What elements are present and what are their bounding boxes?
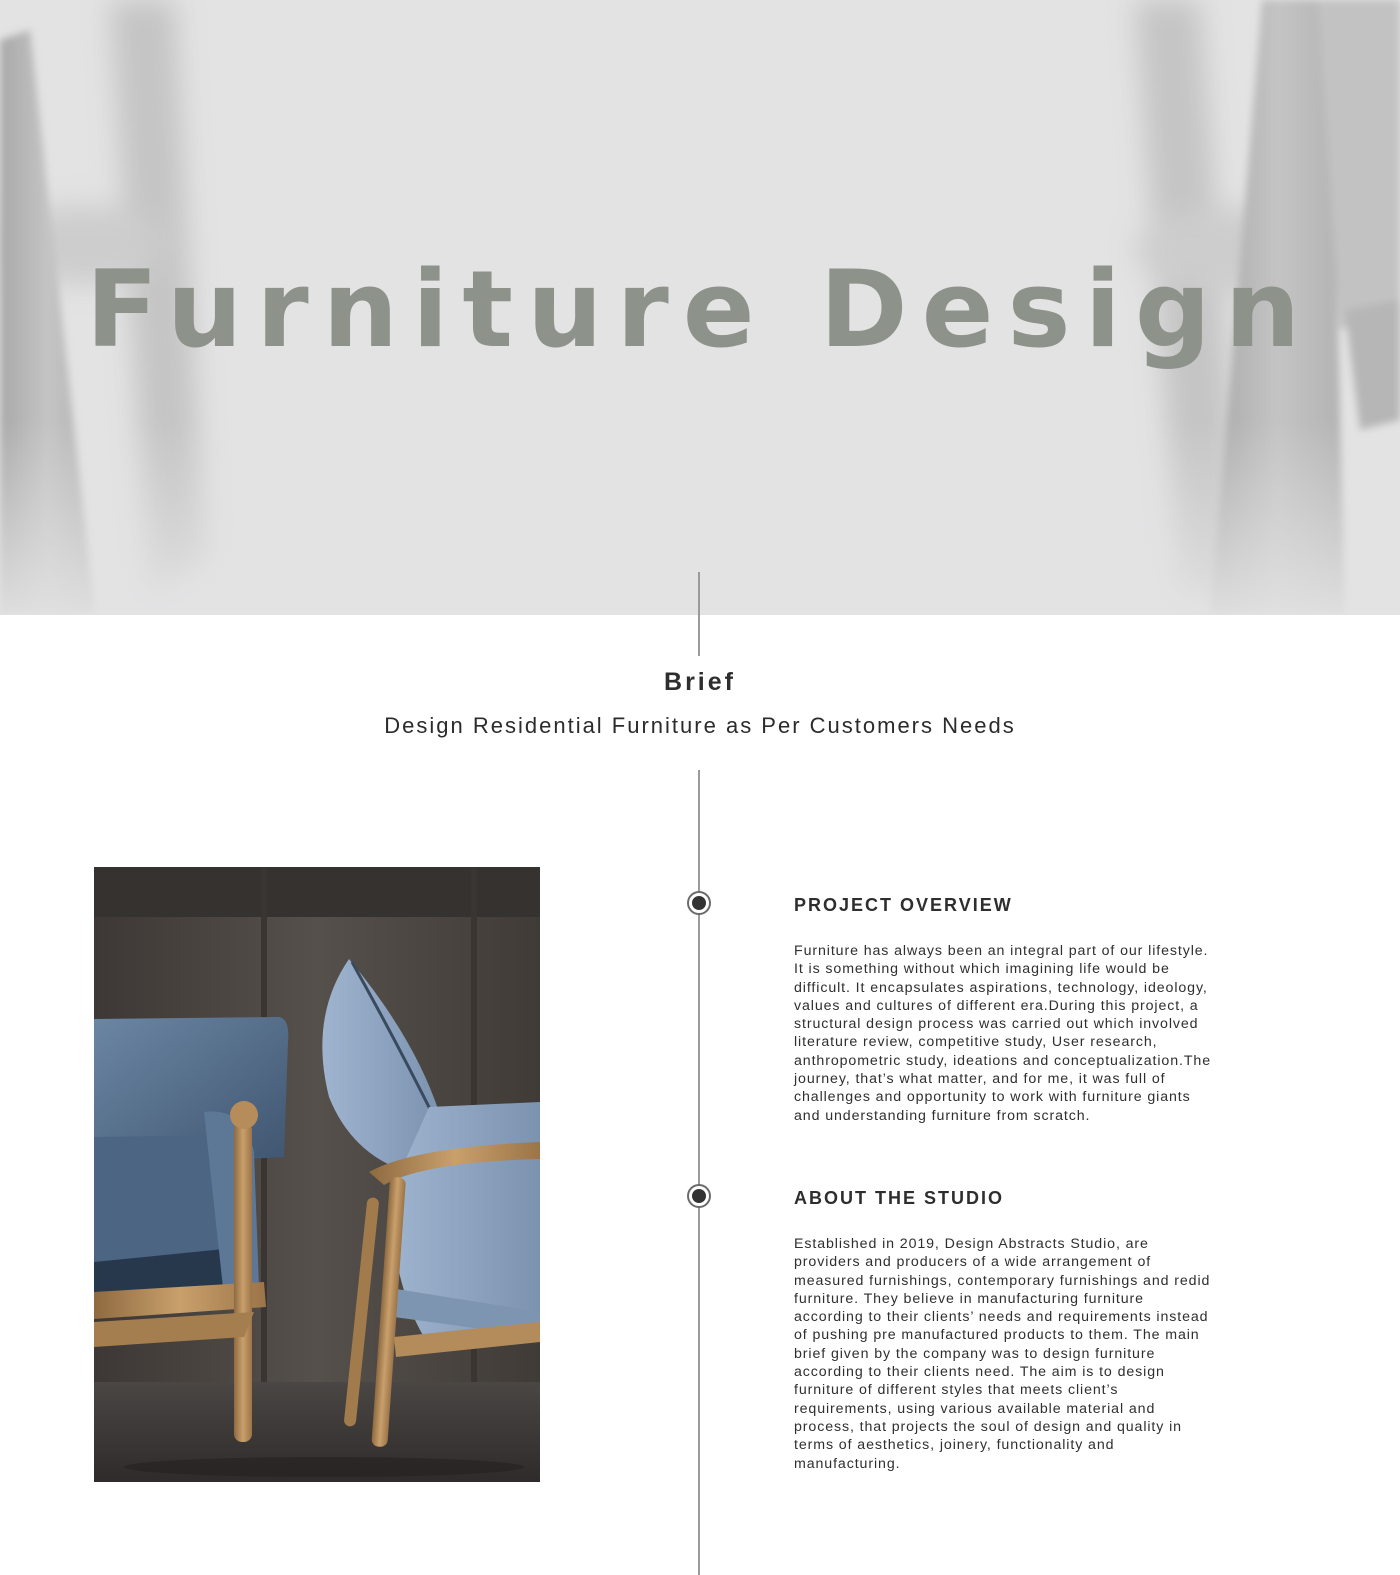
timeline-line-main bbox=[698, 770, 700, 1575]
text-line: terms of aesthetics, joinery, functionality and bbox=[794, 1437, 1115, 1454]
text-line: according to their clients need. The aim is to design bbox=[794, 1364, 1165, 1381]
section-title-project-overview: PROJECT OVERVIEW bbox=[794, 895, 1013, 915]
text-line: according to their clients’ needs and requirements instead bbox=[794, 1309, 1209, 1326]
text-line: Established in 2019, Design Abstracts Studio, are bbox=[794, 1236, 1149, 1252]
timeline-dot-studio bbox=[689, 1186, 709, 1206]
section-title-about-studio: ABOUT THE STUDIO bbox=[794, 1188, 1004, 1208]
text-line: providers and producers of a wide arrangement of bbox=[794, 1254, 1152, 1271]
timeline-dot-overview bbox=[689, 893, 709, 913]
hero-title: Furniture Design bbox=[85, 248, 1315, 371]
text-line: anthropometric study, ideations and conceptualization.The bbox=[794, 1052, 1211, 1069]
text-line: measured furnishings, contemporary furnishings and redid bbox=[794, 1272, 1211, 1289]
brief-subtitle: Design Residential Furniture as Per Customers Needs bbox=[384, 713, 1016, 738]
text-line: challenges and opportunity to work with furniture giants bbox=[794, 1089, 1191, 1106]
hero-banner bbox=[0, 0, 1400, 615]
text-line: values and cultures of different era.During this project, a bbox=[794, 997, 1199, 1014]
section-body-about-studio bbox=[794, 1235, 1294, 1473]
armchairs-photo bbox=[94, 867, 540, 1482]
text-line: requirements, using various available material and bbox=[794, 1400, 1156, 1417]
text-line: and understanding furniture from scratch. bbox=[794, 1107, 1091, 1124]
text-line: of pushing pre manufactured products to them. The main bbox=[794, 1327, 1200, 1344]
text-line: manufacturing. bbox=[794, 1455, 901, 1472]
text-line: process, that projects the soul of design and quality in bbox=[794, 1418, 1182, 1435]
text-line: furniture of different styles that meets client’s bbox=[794, 1382, 1119, 1399]
brief-title: Brief bbox=[664, 668, 736, 696]
section-body-project-overview bbox=[794, 942, 1294, 1125]
text-line: It is something without which imagining life would be bbox=[794, 961, 1170, 978]
text-line: difficult. It encapsulates aspirations, technology, ideology, bbox=[794, 979, 1208, 996]
text-line: literature review, competitive study, User research, bbox=[794, 1034, 1158, 1051]
text-line: brief given by the company was to design furniture bbox=[794, 1345, 1156, 1362]
text-line: furniture. They believe in manufacturing furniture bbox=[794, 1290, 1144, 1307]
timeline-line-top bbox=[698, 572, 700, 656]
text-line: journey, that’s what matter, and for me, it was full of bbox=[794, 1071, 1166, 1088]
text-line: structural design process was carried out which involved bbox=[794, 1016, 1199, 1033]
text-line: Furniture has always been an integral part of our lifestyle. bbox=[794, 943, 1209, 959]
